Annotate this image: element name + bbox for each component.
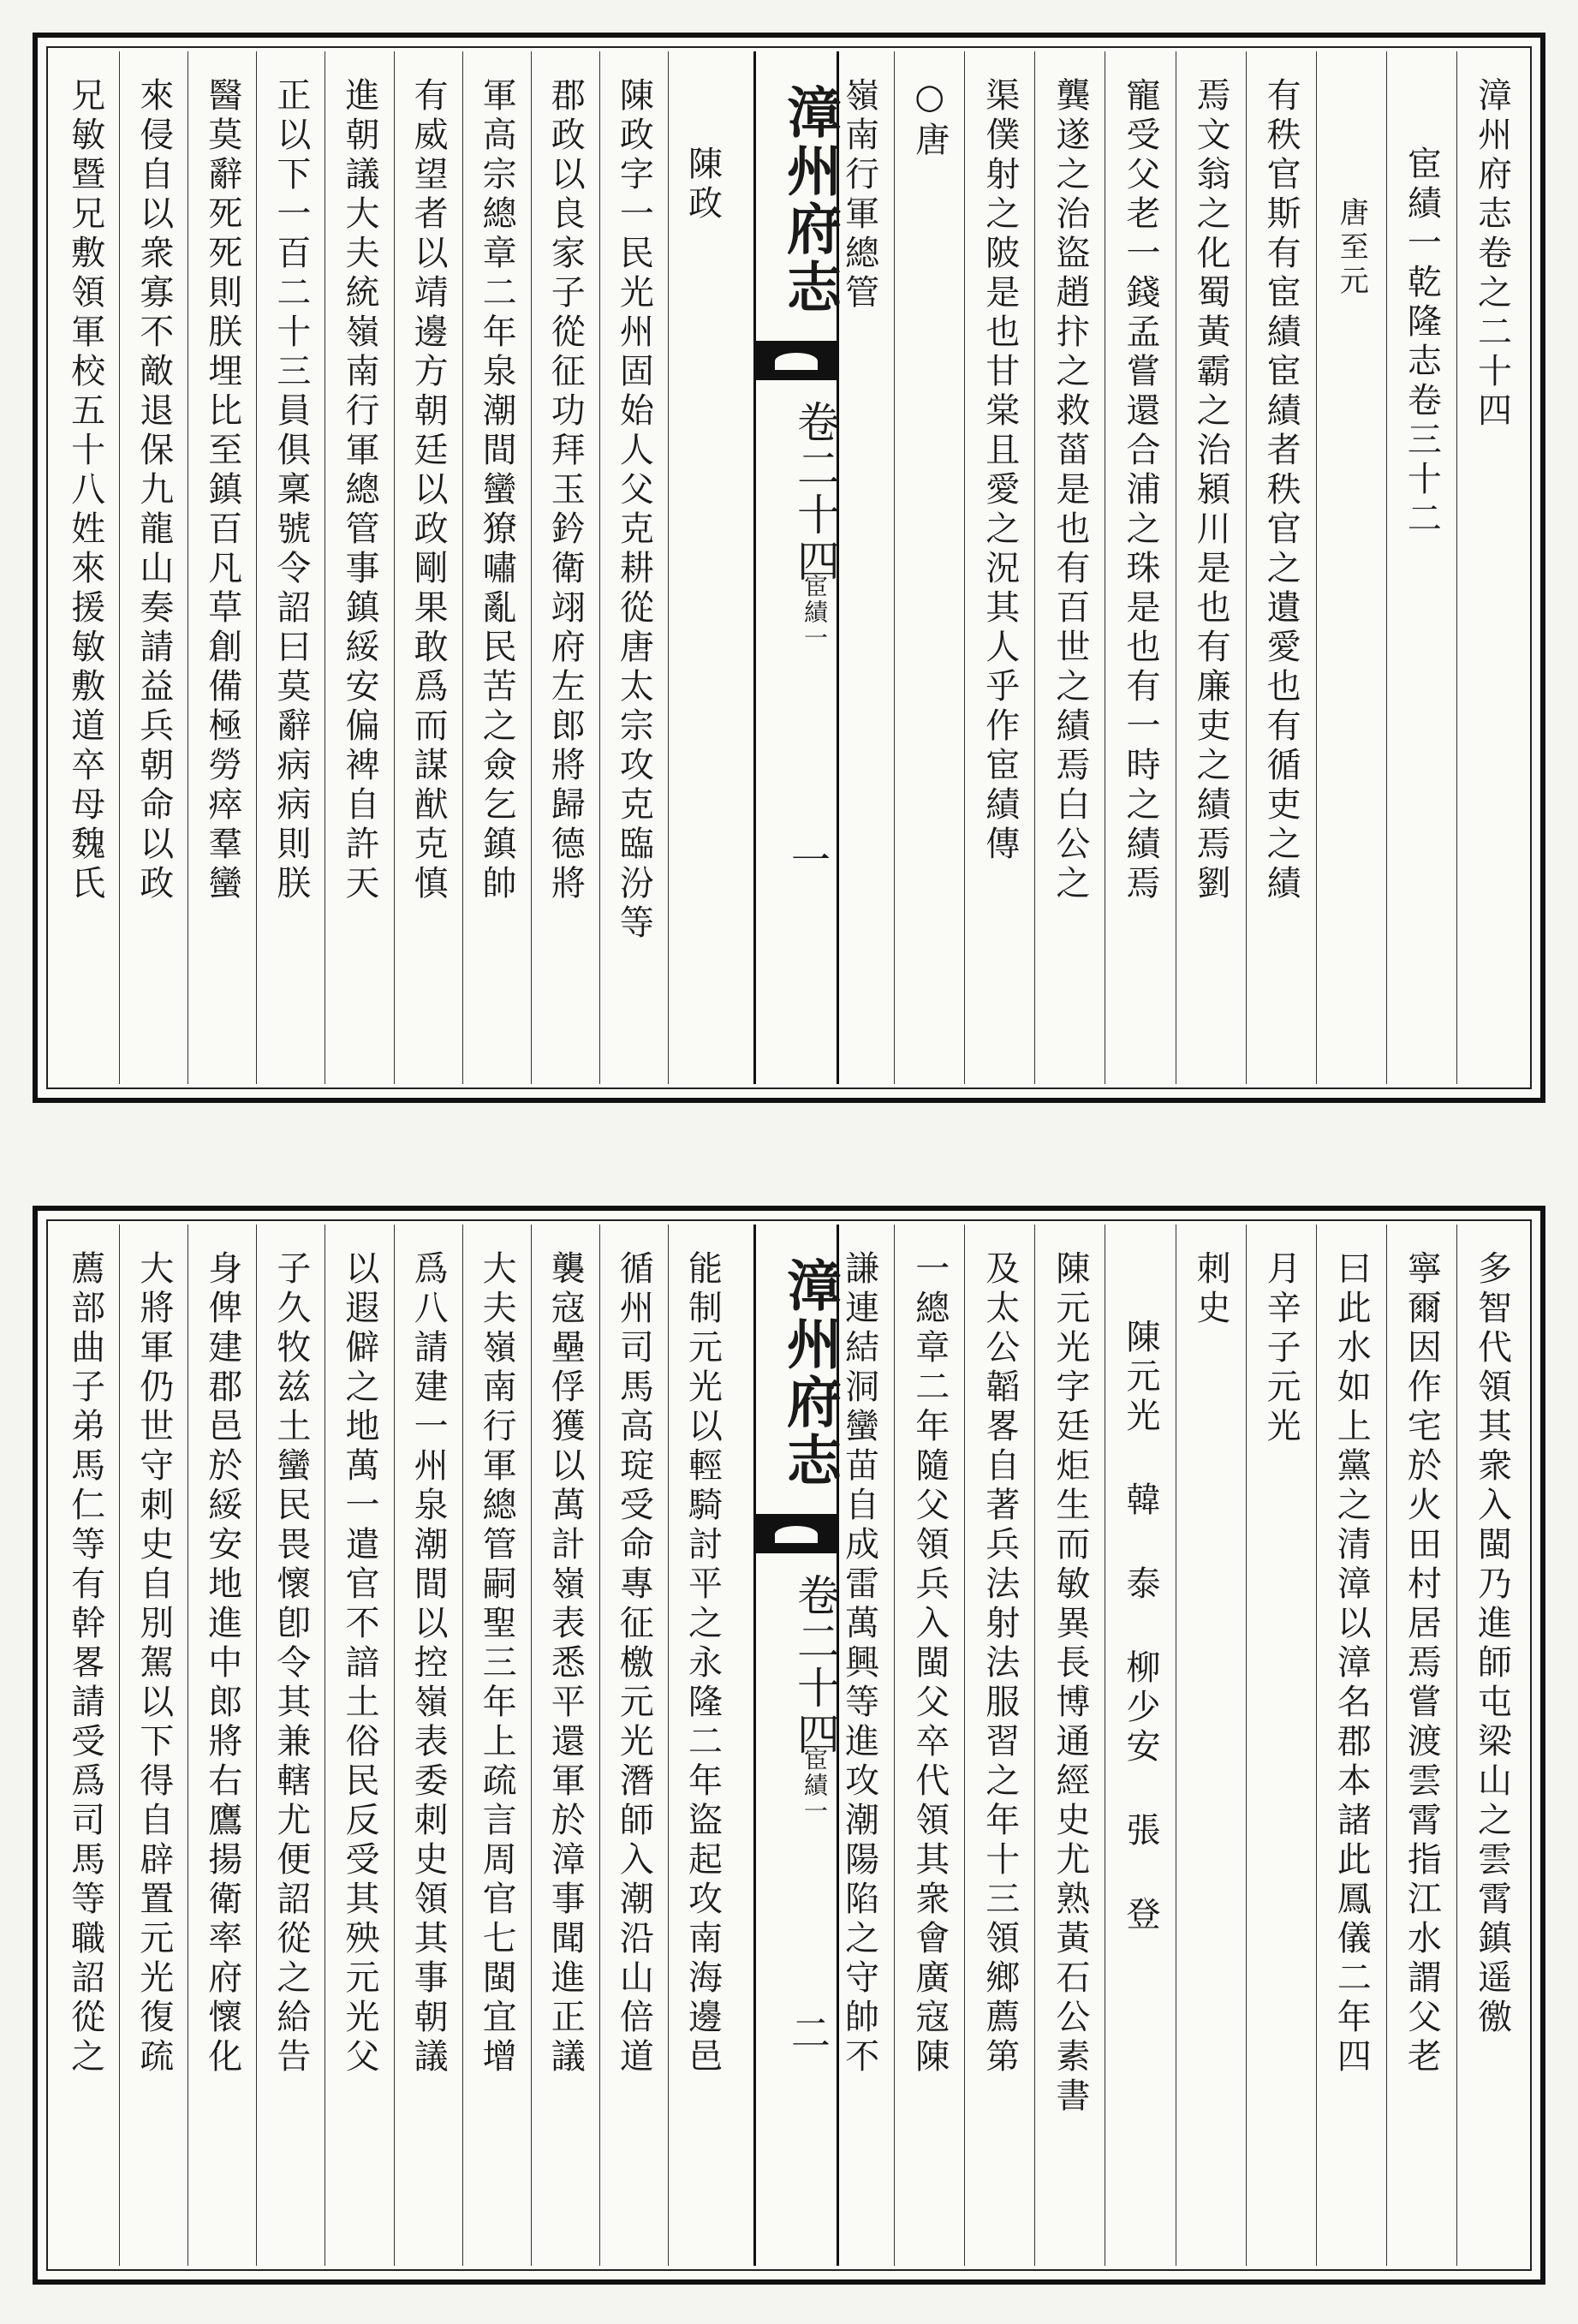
leaf-2-right-text-column: 陳元光 韓 泰 柳少安 張 登 <box>1105 1225 1175 2266</box>
leaf-2-right-text-column: 謙連結洞蠻苗自成雷萬興等進攻潮陽陷之守帥不 <box>839 1250 879 2077</box>
leaf-2-left-text-column: 襲寇壘俘獲以萬計嶺表悉平還軍於漳事聞進正議 <box>531 1225 599 2266</box>
leaf-2-right-text-column: 刺史 <box>1176 1225 1246 2266</box>
leaf-1-fish-tail <box>756 341 837 380</box>
leaf-1-center-column <box>753 51 842 1084</box>
leaf-2-left-text-column: 薦部曲子弟馬仁等有幹畧請受爲司馬等職詔從之 <box>65 1250 105 2077</box>
leaf-2-fish-tail <box>756 1514 837 1553</box>
leaf-1-left-text-column: 有威望者以靖邊方朝廷以政剛果敢爲而謀猷克慎 <box>394 51 462 1084</box>
leaf-1-right-text-column: 焉文翁之化蜀黃霸之治潁川是也有廉吏之績焉劉 <box>1176 51 1246 1084</box>
leaf-2-left-text-column: 爲八請建一州泉潮間以控嶺表委刺史領其事朝議 <box>394 1225 462 2266</box>
leaf-1-right-text-column: 渠僕射之陂是也甘棠且愛之況其人乎作宦績傳 <box>964 51 1034 1084</box>
leaf-1-left-text-column: 醫莫辭死死則朕埋比至鎮百凡草創備極勞瘁羣蠻 <box>188 51 256 1084</box>
leaf-1-right-text-column: 寵受父老一錢孟嘗還合浦之珠是也有一時之績焉 <box>1105 51 1175 1084</box>
leaf-1-banxin-title: 漳州府志 <box>777 84 842 317</box>
leaf-1-left-text-column: 陳政 <box>668 51 736 1084</box>
leaf-2-left-text-column: 子久牧兹土蠻民畏懷卽令其兼轄尤便詔從之給告 <box>256 1225 325 2266</box>
leaf-2-page-number: 二 <box>785 2012 831 2052</box>
leaf-2-right-text-column: 曰此水如上黨之清漳以漳名郡本諸此鳳儀二年四 <box>1316 1225 1386 2266</box>
leaf-2-right-text-column: 寧爾因作宅於火田村居焉嘗渡雲霄指江水謂父老 <box>1386 1225 1456 2266</box>
leaf-2-left-text-column: 身俾建郡邑於綏安地進中郎將右鷹揚衛率府懷化 <box>188 1225 256 2266</box>
leaf-2-right-text-column: 及太公韜畧自著兵法射法服習之年十三領鄉薦第 <box>964 1225 1034 2266</box>
leaf-2-left-half <box>51 1225 736 2266</box>
leaf-1-right-text-column: 漳州府志卷之二十四 <box>1456 51 1527 1084</box>
leaf-1-left-text-column: 來侵自以衆寡不敵退保九龍山奏請益兵朝命以政 <box>119 51 188 1084</box>
leaf-2-banxin-title: 漳州府志 <box>777 1257 842 1490</box>
leaf-2-left-text-column: 以遐僻之地萬一遣官不諳土俗民反受其殃元光父 <box>325 1225 393 2266</box>
leaf-1-right-text-column: 嶺南行軍總管 <box>839 77 879 313</box>
leaf-2-left-text-column: 大將軍仍世守刺史自別駕以下得自辟置元光復疏 <box>119 1225 188 2266</box>
leaf-2-center-column <box>753 1225 842 2266</box>
leaf-1-left-half <box>51 51 736 1084</box>
leaf-1-right-text-column: ○唐 <box>894 51 964 1084</box>
leaf-2-right-text-column: 月辛子元光 <box>1246 1225 1316 2266</box>
leaf-2-volume: 卷二十四 <box>790 1573 840 1758</box>
leaf-1-left-text-column: 進朝議大夫統嶺南行軍總管事鎮綏安偏裨自許天 <box>325 51 393 1084</box>
leaf-2-right-text-column: 多智代領其衆入閩乃進師屯梁山之雲霄鎮遥徼 <box>1456 1225 1527 2266</box>
leaf-1-page-number: 一 <box>785 839 831 879</box>
leaf-2-left-text-column: 能制元光以輕騎討平之永隆二年盜起攻南海邊邑 <box>668 1225 736 2266</box>
leaf-2-left-text-column: 大夫嶺南行軍總管嗣聖三年上疏言周官七閩宜增 <box>462 1225 531 2266</box>
leaf-2-left-text-column: 循州司馬高琔受命專征檄元光潛師入潮沿山倍道 <box>599 1225 668 2266</box>
leaf-1-right-text-column: 有秩官斯有宦績宦績者秩官之遺愛也有循吏之績 <box>1246 51 1316 1084</box>
leaf-1-left-text-column: 陳政字一民光州固始人父克耕從唐太宗攻克臨汾等 <box>599 51 668 1084</box>
leaf-2-right-text-column: 陳元光字廷炬生而敏異長博通經史尤熟黃石公素書 <box>1034 1225 1105 2266</box>
leaf-2-right-half <box>825 1225 1527 2266</box>
leaf-1-left-text-column: 郡政以良家子從征功拜玉鈐衛翊府左郎將歸德將 <box>531 51 599 1084</box>
leaf-2 <box>33 1206 1545 2285</box>
leaf-1-right-half <box>825 51 1527 1084</box>
leaf-1-right-text-column: 唐至元 <box>1316 51 1386 1084</box>
leaf-1-left-text-column: 正以下一百二十三員俱稟號令詔曰莫辭病病則朕 <box>256 51 325 1084</box>
leaf-1-volume: 卷二十四 <box>790 400 840 585</box>
leaf-1-section: 宦績一 <box>801 574 829 651</box>
leaf-2-section: 宦績一 <box>801 1747 829 1824</box>
leaf-1-right-text-column: 宦績一乾隆志卷三十二 <box>1386 51 1456 1084</box>
leaf-2-right-text-column: 一總章二年隨父領兵入閩父卒代領其衆會廣寇陳 <box>894 1225 964 2266</box>
leaf-1-left-text-column: 軍高宗總章二年泉潮間蠻獠嘯亂民苦之僉乞鎮帥 <box>462 51 531 1084</box>
leaf-1-left-text-column: 兄敏暨兄敷領軍校五十八姓來援敏敷道卒母魏氏 <box>65 77 105 904</box>
leaf-1-right-text-column: 龔遂之治盜趙抃之救菑是也有百世之績焉白公之 <box>1034 51 1105 1084</box>
leaf-1 <box>33 33 1545 1103</box>
